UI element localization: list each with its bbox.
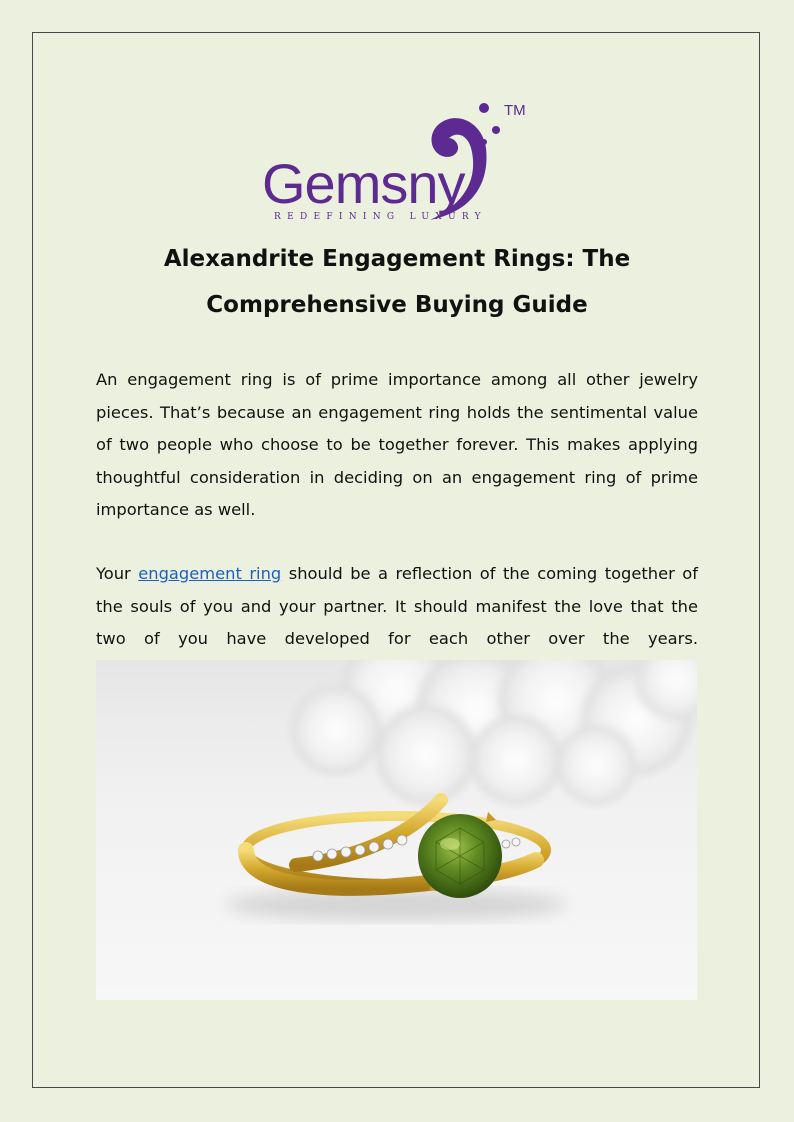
gemsny-logo [262, 100, 542, 230]
second-paragraph [96, 558, 698, 656]
intro-paragraph: An engagement ring is of prime importance among all other jewelry pieces. That’s because an engagement ring holds the sentimental value of two people who choose to be together forever. This makes applying thoughtful consideration in deciding on an engagement ring of prime importance as well. [96, 370, 698, 520]
logo-wordmark: Gemsny [262, 152, 465, 215]
engagement-ring-link[interactable]: engagement ring [138, 564, 282, 583]
paragraph-text-start: Your [96, 564, 139, 583]
paragraph-text-end: should be a reflection of the coming together of the souls of you and your partner. It should manifest the love that the two of you have developed for each other over the years. [96, 564, 698, 649]
page-title [96, 236, 698, 328]
ring-photo [96, 660, 697, 1000]
logo-tagline: REDEFINING LUXURY [274, 212, 487, 222]
logo-trademark: TM [504, 102, 526, 119]
title-line-1: Alexandrite Engagement Rings: The [163, 246, 631, 272]
title-line-2: Comprehensive Buying Guide [206, 292, 588, 318]
ring-photo-image [96, 660, 697, 1000]
